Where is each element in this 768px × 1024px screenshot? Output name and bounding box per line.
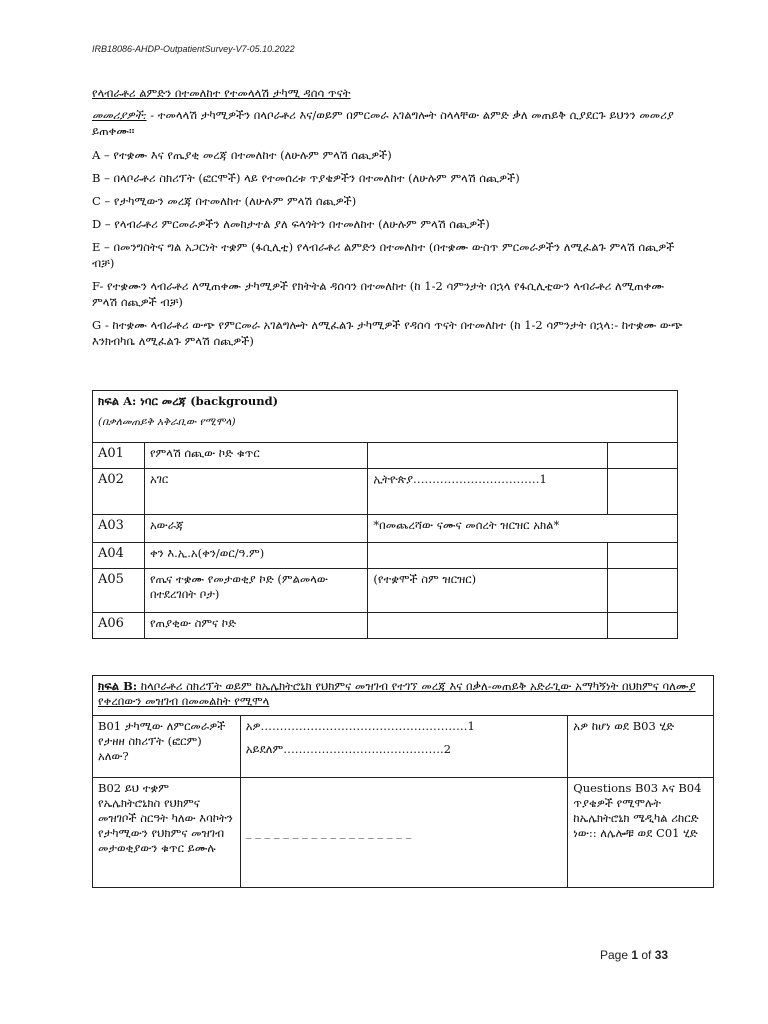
row-answer[interactable] — [368, 443, 608, 469]
section-b-header — [93, 676, 714, 716]
row-extra — [608, 569, 678, 613]
instructions-text: - ተመላላሽ ታካሚዎችን በላቦራቶሪ እና/ወይም በምርመራ አገልግሎት ስላላቸው ልምድ ቃለ መጠይቅ ሲያደርጉ ይህንን መመሪያ ይጠቀሙ። — [92, 108, 674, 138]
row-code: A02 — [93, 469, 145, 515]
section-a-title-prefix: ክፍል — [98, 394, 124, 408]
row-answer[interactable] — [240, 778, 568, 888]
part-c: C – የታካሚውን መረጃ በተመለከተ (ለሁሉም ምላሽ ሰጪዎች) — [92, 194, 357, 208]
row-code: A01 — [93, 443, 145, 469]
section-a-subtitle: (በቃለመጠይቅ አቅራቢው የሚሞላ) — [98, 416, 236, 428]
section-b-table — [92, 675, 714, 888]
section-b-title-letter: B: — [123, 679, 138, 693]
section-b-title-prefix: ክፍል — [98, 679, 124, 693]
row-question: የምላሽ ሰጪው ኮድ ቁጥር — [144, 443, 367, 469]
row-answer[interactable]: ኢትዮጵያ……………………………1 — [368, 469, 608, 515]
row-question: B02 ይህ ተቋም የኤሌክትሮኒክስ የህክምና መዝገቦች ስርዓት ካለው እባኮትን የታካሚውን የህክምና መዝገብ መታወቂያውን ቁጥር ይሙሉ — [93, 778, 241, 888]
row-code: A04 — [93, 543, 145, 569]
row-question: B01 ታካሚው ለምርመራዎች የታዘዘ ስክሪፕት (ፎርም) አለው? — [93, 716, 241, 778]
table-row — [93, 716, 714, 778]
intro-content — [92, 85, 692, 356]
row-code: A03 — [93, 515, 145, 543]
row-extra — [608, 443, 678, 469]
option-yes[interactable]: አዎ………………………………………………1 — [245, 719, 475, 733]
section-a-title — [98, 394, 672, 409]
table-row — [93, 469, 678, 515]
table-row — [93, 543, 678, 569]
instructions-label: መመሪያዎች: — [92, 108, 147, 122]
instructions — [92, 107, 692, 139]
table-row — [93, 569, 678, 613]
survey-title: የላብራቶሪ ልምድን በተመለከተ የተመላላሽ ታካሚ ዳሰሳ ጥናት — [92, 86, 351, 100]
row-answer[interactable] — [368, 613, 608, 639]
row-skip: Questions B03 እና B04 ጥያቄዎች የሚሞሉት ከኤሌክትሮኒክ ሜዲካል ሪከርድ ነው:: ለሌሎቹ ወደ C01 ሂድ — [568, 778, 714, 888]
page-current: 1 — [631, 948, 639, 962]
section-b-header-row — [93, 676, 714, 716]
row-answer[interactable] — [368, 543, 608, 569]
row-code: A05 — [93, 569, 145, 613]
part-a: A – የተቋሙ እና የጤያቂ መረጃ በተመለከተ (ለሁሉም ምላሽ ሰጪዎች) — [92, 148, 392, 162]
table-row — [93, 778, 714, 888]
section-a-header-row — [93, 391, 678, 443]
page-of: of — [638, 948, 655, 962]
section-a-title-letter: A: — [123, 394, 137, 408]
section-a-header — [93, 391, 678, 443]
row-question: አገር — [144, 469, 367, 515]
row-answer[interactable]: *በመጨረሻው ናሙና መሰረት ዝርዝር አክል* — [368, 515, 678, 543]
page-number — [600, 948, 668, 962]
table-row — [93, 515, 678, 543]
row-question: የጤና ተቋሙ የመታወቂያ ኮድ (ምልመላው በተደረገበት ቦታ) — [144, 569, 367, 613]
section-b-title-text: ከላቦራቶሪ ስክሪፕት ወይም ከኤሌክትሮኒክ የህክምና መዝገብ የተገኘ መረጃ እና በቃለ-መጠይቅ አድራጊው አማካኝነት በህክምና ባለሙያ የቀረበውን መዝገብ በመመልከት የሚሞላ — [98, 679, 696, 708]
part-b: B – በላቦራቶሪ ስክሪፕት (ፎርሞች) ላይ የተመሰረቱ ጥያቄዎችን በተመለከተ (ለሁሉም ምላሽ ሰጪዎች) — [92, 171, 520, 185]
row-code: A06 — [93, 613, 145, 639]
row-extra — [608, 543, 678, 569]
section-a-title-name: ነባር መረጃ (background) — [136, 394, 279, 408]
option-no[interactable]: አይደለም……………………..…………….2 — [245, 742, 452, 756]
part-d: D – የላብራቶሪ ምርመራዎችን ለመከታተል ያለ ፍላጎትን በተመለከተ (ለሁሉም ምላሽ ሰጪዎች) — [92, 217, 490, 231]
row-extra — [608, 469, 678, 515]
table-row — [93, 613, 678, 639]
page-prefix: Page — [600, 948, 632, 962]
row-answer[interactable] — [240, 716, 568, 778]
part-g: G - ከተቋሙ ላብራቶሪ ውጭ የምርመራ አገልግሎት ለሚፈልጉ ታካሚዎች የዳሰሳ ጥናት በተመለከተ (ከ 1-2 ሳምንታት በኋላ:- ከተቋሙ ውጭ እንክብካቤ ለሚፈልጉ ምላሽ ሰጪዎች) — [92, 318, 683, 348]
part-f: F- የተቋሙን ላብራቶሪ ለሚጠቀሙ ታካሚዎች የክትትል ዳሰሳን በተመለከተ (ከ 1-2 ሳምንታት በኋላ የፋሲሊቲውን ላብራቶሪ ለሚጠቀሙ ምላሽ ሰጪዎች ብቻ) — [92, 279, 665, 309]
row-extra — [608, 613, 678, 639]
section-b-title — [98, 679, 137, 693]
row-answer[interactable]: (የተቋሞች ስም ዝርዝር) — [368, 569, 608, 613]
part-e: E – በመንግስትና ግል አጋርነት ተቋም (ፋሲሊቲ) የላብራቶሪ ልምድን በተመለከተ (በተቋሙ ውስጥ ምርመራዎችን ለሚፈልጉ ምላሽ ሰጪዎች ብቻ) — [92, 240, 675, 270]
row-skip: አዎ ከሆነ ወደ B03 ሂድ — [568, 716, 714, 778]
table-row — [93, 443, 678, 469]
row-question: የጠያቂው ስምና ኮድ — [144, 613, 367, 639]
row-question: ቀን እ.ኢ.አ(ቀን/ወር/ዓ.ም) — [144, 543, 367, 569]
record-number-field[interactable]: _ _ _ _ _ _ _ _ _ _ _ _ _ _ _ _ _ _ — [245, 825, 412, 839]
row-question: አውራጃ — [144, 515, 367, 543]
section-a-table — [92, 390, 678, 639]
page-total: 33 — [654, 948, 669, 962]
document-id: IRB18086-AHDP-OutpatientSurvey-V7-05.10.2022 — [92, 44, 295, 54]
